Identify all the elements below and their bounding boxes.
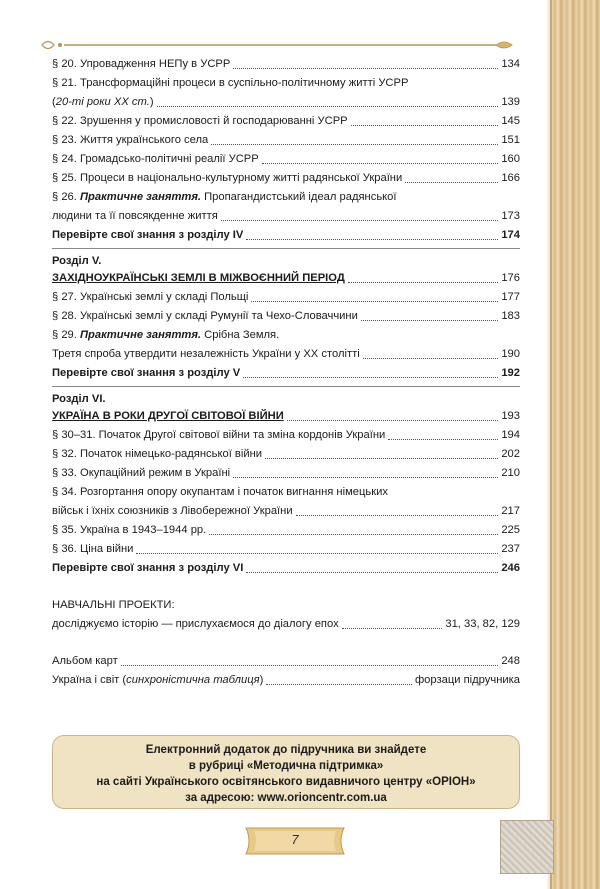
toc-entry-continuation[interactable]: людини та її повсякденне життя 173: [52, 210, 520, 222]
toc-entry-continuation[interactable]: (20-ті роки XX ст.) 139: [52, 96, 520, 108]
section-heading[interactable]: УКРАЇНА В РОКИ ДРУГОЇ СВІТОВОЇ ВІЙНИ 193: [52, 410, 520, 422]
toc-entry[interactable]: § 35. Україна в 1943–1944 рр. 225: [52, 524, 520, 536]
projects-label: НАВЧАЛЬНІ ПРОЕКТИ:: [52, 599, 175, 611]
notice-line: на сайті Українського освітянського видавничого центру «ОРІОН»: [96, 776, 476, 788]
table-of-contents: [52, 55, 520, 690]
electronic-supplement-notice: [52, 735, 520, 809]
toc-entry-practical[interactable]: § 26. Практичне заняття. Пропагандистський ідеал радянської: [52, 191, 397, 203]
toc-entry-continuation[interactable]: військ і їхніх союзників з Лівобережної України 217: [52, 505, 520, 517]
toc-entry[interactable]: § 23. Життя українського села 151: [52, 134, 520, 146]
toc-entry[interactable]: § 22. Зрушення у промисловості й господарюванні УСРР 145: [52, 115, 520, 127]
toc-entry[interactable]: § 20. Упровадження НЕПу в УСРР 134: [52, 58, 520, 70]
notice-url[interactable]: за адресою: www.orioncentr.com.ua: [185, 792, 387, 804]
toc-review-entry[interactable]: Перевірте свої знання з розділу V 192: [52, 367, 520, 379]
toc-review-entry[interactable]: Перевірте свої знання з розділу VI 246: [52, 562, 520, 574]
section-divider: [52, 386, 520, 387]
toc-entry-continuation[interactable]: Третя спроба утвердити незалежність України у ХХ столітті 190: [52, 348, 520, 360]
toc-entry[interactable]: § 33. Окупаційний режим в Україні 210: [52, 467, 520, 479]
page-number-badge: [240, 824, 350, 858]
toc-entry[interactable]: § 21. Трансформаційні процеси в суспільно-політичному житті УСРР: [52, 77, 409, 89]
toc-entry[interactable]: § 32. Початок німецько-радянської війни 202: [52, 448, 520, 460]
toc-entry[interactable]: § 25. Процеси в національно-культурному житті радянської України 166: [52, 172, 520, 184]
toc-entry[interactable]: § 28. Українські землі у складі Румунії та Чехо-Словаччини 183: [52, 310, 520, 322]
toc-maps-entry[interactable]: Альбом карт 248: [52, 655, 520, 667]
toc-world-entry[interactable]: Україна і світ (синхроністична таблиця) форзаци підручника: [52, 674, 520, 686]
toc-entry[interactable]: § 34. Розгортання опору окупантам і початок вигнання німецьких: [52, 486, 388, 498]
section-divider: [52, 248, 520, 249]
section-label: Розділ V.: [52, 255, 102, 267]
toc-projects-entry[interactable]: досліджуємо історію — прислухаємося до діалогу епох 31, 33, 82, 129: [52, 618, 520, 630]
ornament-divider: [40, 38, 520, 52]
section-heading[interactable]: ЗАХІДНОУКРАЇНСЬКІ ЗЕМЛІ В МІЖВОЄННИЙ ПЕРІОД 176: [52, 272, 520, 284]
notice-line: в рубриці «Методична підтримка»: [188, 760, 384, 772]
toc-entry[interactable]: § 27. Українські землі у складі Польщі 177: [52, 291, 520, 303]
notice-line: Електронний додаток до підручника ви знайдете: [145, 744, 427, 756]
toc-entry[interactable]: § 30–31. Початок Другої світової війни та зміна кордонів України 194: [52, 429, 520, 441]
decorative-stamp-icon: [500, 820, 554, 874]
toc-entry[interactable]: § 24. Громадсько-політичні реалії УСРР 160: [52, 153, 520, 165]
toc-entry[interactable]: § 36. Ціна війни 237: [52, 543, 520, 555]
toc-review-entry[interactable]: Перевірте свої знання з розділу IV 174: [52, 229, 520, 241]
wood-background: [550, 0, 600, 889]
toc-entry-practical[interactable]: § 29. Практичне заняття. Срібна Земля.: [52, 329, 280, 341]
section-label: Розділ VI.: [52, 393, 106, 405]
page-number: 7: [291, 832, 299, 847]
